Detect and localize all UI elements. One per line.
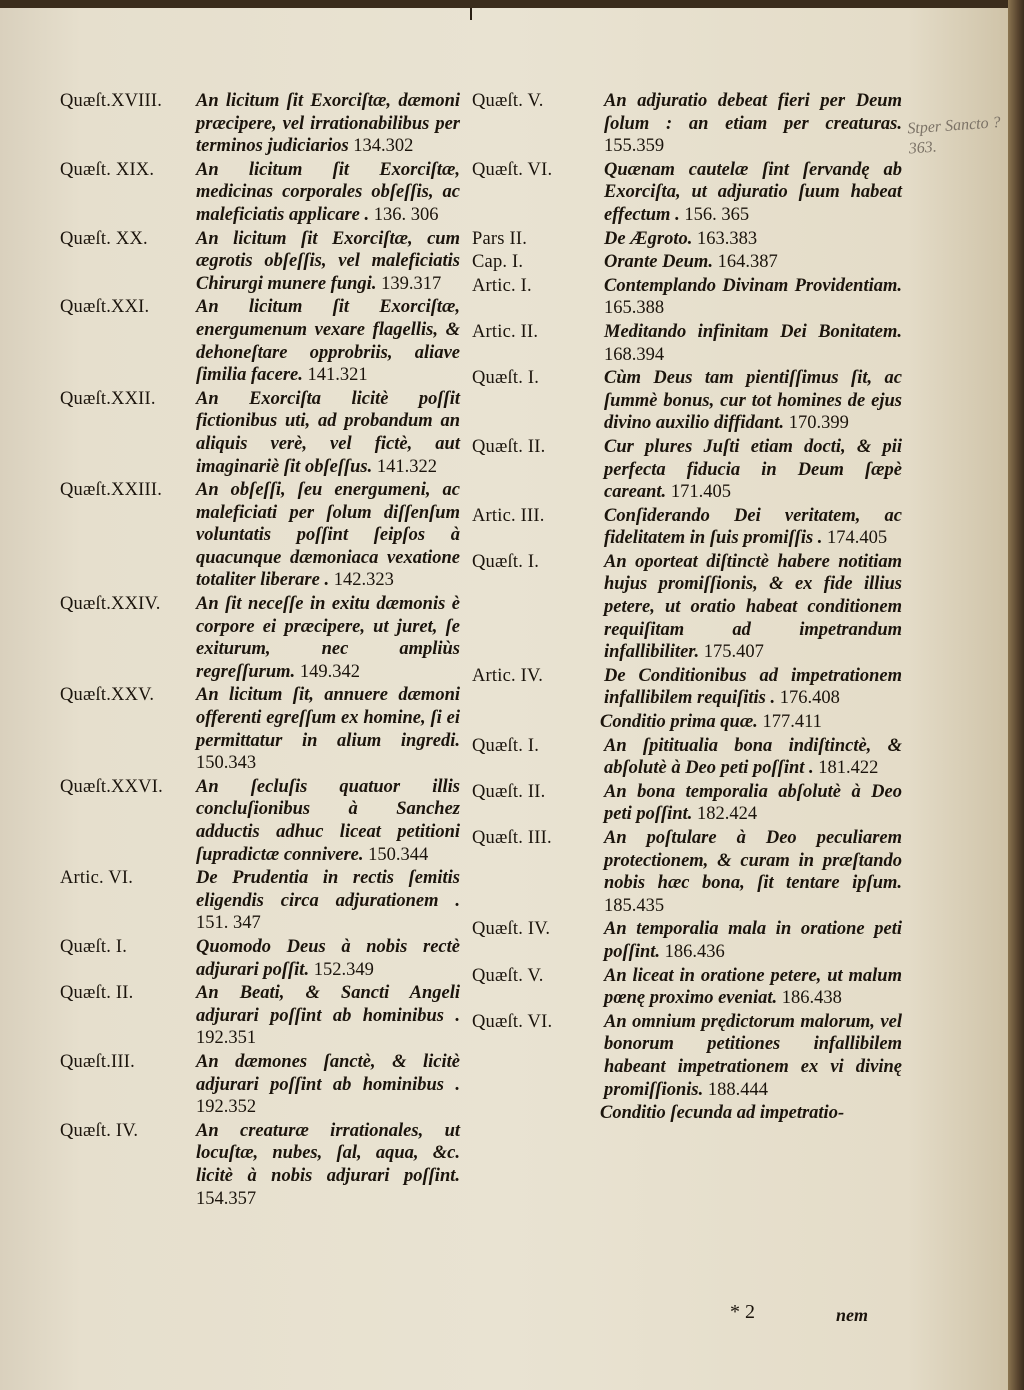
entry-page: 151. 347: [196, 913, 261, 934]
entry-label: Artic. III.: [472, 505, 545, 526]
entry-title: An oporteat diſtinctè habere notitiam hujus promiſſionis, & ex fide illius petere, ut oratio habeat conditionem requiſitam ad impetrandum infallibiliter.: [604, 551, 902, 663]
entry-body: [604, 228, 902, 251]
book-page: [0, 8, 1008, 1390]
index-entry: [60, 90, 460, 158]
entry-title: Quænam cautelæ ſint ſervandę ab Exorciſta, ut adjuratio ſuum habeat effectum .: [604, 159, 902, 225]
index-column-left: [60, 90, 460, 1211]
index-entry: [472, 275, 902, 320]
entry-page: 168.394: [604, 344, 665, 365]
entry-title: An ſecluſis quatuor illis concluſionibus à Sanchez adductis adhuc liceat petitioni ſupradictæ connivere.: [196, 776, 460, 865]
entry-label: Pars II.: [472, 228, 528, 249]
entry-page: 170.399: [788, 413, 849, 434]
entry-label: Quæſt. I.: [472, 551, 540, 572]
entry-body: [196, 228, 460, 296]
entry-body: [604, 965, 902, 1010]
entry-page: 149.342: [299, 661, 360, 682]
entry-title: An Beati, & Sancti Angeli adjurari poſſint ab hominibus .: [196, 983, 460, 1026]
entry-page: 142.323: [333, 570, 394, 591]
continuation-line: Conditio ſecunda ad impetratio-: [600, 1103, 845, 1124]
index-entry: [472, 367, 902, 435]
index-entry: [472, 735, 902, 780]
index-entry: [60, 684, 460, 774]
index-entry: [472, 665, 902, 710]
entry-title: An Exorciſta licitè poſſit fictionibus uti, ad probandum an aliquis verè, vel fictè, aut imaginariè ſit obſeſſus.: [196, 388, 460, 477]
page-edge-shadow: [1008, 0, 1024, 1390]
entry-body: [196, 684, 460, 774]
entry-label: Quæſt. II.: [472, 781, 546, 802]
entry-label: Artic. I.: [472, 275, 532, 296]
index-entry: [60, 867, 460, 935]
entry-page: 164.387: [717, 252, 778, 273]
entry-body: [604, 90, 902, 158]
entry-body: [196, 936, 460, 981]
entry-body: [604, 1011, 902, 1101]
entry-label: Quæſt. II.: [60, 983, 134, 1004]
entry-label: Quæſt.III.: [60, 1051, 135, 1072]
entry-label: Quæſt. III.: [472, 828, 552, 848]
index-entry: [60, 159, 460, 227]
entry-body: [604, 321, 902, 366]
index-entry: [472, 159, 902, 227]
index-entry: [472, 321, 902, 366]
entry-title: An licitum ſit Exorciſtæ, medicinas corporales obſeſſis, ac maleficiatis applicare .: [196, 159, 460, 225]
entry-page: 154.357: [196, 1188, 257, 1209]
entry-title: De Conditionibus ad impetrationem infallibilem requiſitis .: [604, 665, 902, 709]
entry-page: 156. 365: [684, 204, 750, 225]
entry-body: [196, 388, 460, 478]
entry-page: 192.351: [196, 1028, 257, 1049]
entry-label: Quæſt.XXIII.: [60, 480, 163, 501]
entry-label: Quæſt. II.: [472, 436, 546, 457]
index-entry: [472, 228, 902, 251]
entry-label: Quæſt. V.: [472, 91, 544, 111]
index-entry: [472, 965, 902, 1010]
entry-label: Quæſt. I.: [472, 368, 540, 389]
entry-title: An temporalia mala in oratione peti poſſint.: [604, 919, 902, 962]
index-entry: [60, 228, 460, 296]
entry-body: [604, 436, 902, 504]
index-entry: [472, 781, 902, 826]
index-entry: [60, 776, 460, 866]
entry-title: An licitum ſit, annuere dæmoni offerenti egreſſum ex homine, ſi ei permittatur in alium ingredi.: [196, 685, 460, 751]
catchword: nem: [836, 1305, 869, 1325]
entry-title: De Ægroto.: [604, 228, 693, 249]
entry-body: [604, 251, 902, 274]
entry-label: Artic. IV.: [472, 665, 544, 686]
entry-page: 141.321: [307, 365, 368, 386]
index-entry: [60, 593, 460, 683]
index-entry: [472, 436, 902, 504]
entry-label: Quæſt. XIX.: [60, 159, 155, 180]
entry-title: Conditio prima quæ.: [600, 712, 758, 733]
entry-title: Orante Deum.: [604, 252, 713, 273]
entry-label: Quæſt. XX.: [60, 228, 148, 249]
entry-page: 150.343: [196, 753, 257, 774]
entry-title: Quomodo Deus à nobis rectè adjurari poſſit.: [196, 936, 460, 980]
entry-page: 181.422: [818, 758, 879, 779]
index-entry: [472, 827, 902, 917]
entry-page: 192.352: [196, 1097, 257, 1118]
entry-label: Artic. VI.: [60, 868, 134, 889]
entry-page: 186.436: [664, 941, 725, 962]
entry-label: Artic. II.: [472, 321, 539, 342]
gutter-mark: [470, 8, 472, 20]
index-entry: [472, 1011, 902, 1101]
index-column-right: [472, 90, 902, 1126]
entry-label: Quæſt. V.: [472, 965, 544, 986]
handwritten-marginal-note: Stper Sancto ? 363.: [906, 114, 1002, 158]
entry-body: [604, 781, 902, 826]
signature-mark: * 2: [730, 1301, 755, 1323]
entry-page: 165.388: [604, 298, 665, 319]
entry-page: 136. 306: [373, 204, 439, 225]
index-entry: [472, 551, 902, 664]
entry-body: [604, 159, 902, 227]
entry-label: Quæſt.XXI.: [60, 297, 150, 318]
entry-title: An licitum ſit Exorciſtæ, dæmoni præcipere, vel irrationabilibus per terminos judiciarios: [196, 91, 460, 157]
entry-page: 155.359: [604, 136, 665, 157]
index-entry: [60, 388, 460, 478]
index-entry: [472, 918, 902, 963]
entry-body: [604, 275, 902, 320]
entry-page: 177.411: [762, 712, 822, 733]
index-entry: [60, 1051, 460, 1119]
entry-title: An adjuratio debeat fieri per Deum ſolum : an etiam per creaturas.: [604, 91, 902, 134]
entry-page: 152.349: [313, 959, 374, 980]
entry-title: An licitum ſit Exorciſtæ, energumenum vexare flagellis, & dehoneſtare opprobriis, aliave ſimilia facere.: [196, 297, 460, 386]
entry-body: [196, 1051, 460, 1119]
entry-title: De Prudentia in rectis ſemitis eligendis circa adjurationem .: [196, 868, 460, 911]
entry-label: Quæſt. IV.: [472, 919, 551, 940]
entry-page: 139.317: [381, 273, 442, 294]
entry-body: [196, 593, 460, 683]
entry-body: [196, 296, 460, 386]
entry-page: 141.322: [376, 456, 438, 477]
entry-title: Meditando infinitam Dei Bonitatem.: [604, 321, 902, 342]
entry-page: 188.444: [707, 1079, 768, 1100]
entry-title: An obſeſſi, ſeu energumeni, ac maleficiati per ſolum diſſenſum voluntatis poſſint ſeipſos à quacunque dæmoniaca vexatione totaliter liberare .: [196, 480, 460, 591]
entry-body: [196, 982, 460, 1050]
entry-title: An omnium prędictorum malorum, vel bonorum petitiones infallibilem habeant impetrationem ex vi divinę promiſſionis.: [604, 1011, 902, 1100]
entry-label: Quæſt. IV.: [60, 1120, 139, 1141]
entry-body: [604, 827, 902, 917]
index-entry: [60, 296, 460, 386]
entry-page: 175.407: [703, 642, 764, 663]
entry-body: [196, 1120, 460, 1210]
entry-body: [196, 867, 460, 935]
entry-page: 134.302: [353, 136, 414, 157]
index-entry: [60, 936, 460, 981]
entry-body: [196, 776, 460, 866]
entry-body: [604, 551, 902, 664]
entry-page: 185.435: [604, 895, 665, 916]
entry-title: An ſpititualia bona indiſtinctè, & abſolutè à Deo peti poſſint .: [604, 735, 902, 779]
entry-page: 163.383: [697, 228, 758, 249]
index-entry: [472, 251, 902, 274]
entry-title: Cùm Deus tam pientiſſimus ſit, ac ſummè bonus, cur tot homines de ejus divino auxilio diffidant.: [604, 368, 902, 434]
entry-page: 171.405: [670, 482, 731, 503]
entry-title: An liceat in oratione petere, ut malum pœnę proximo eveniat.: [604, 965, 902, 1009]
entry-body: [196, 159, 460, 227]
index-entry: [60, 1120, 460, 1210]
index-subentry: [472, 711, 902, 734]
entry-page: 174.405: [827, 528, 888, 549]
entry-label: Quæſt.XXIV.: [60, 594, 161, 615]
entry-page: 176.408: [779, 688, 840, 709]
entry-page: 182.424: [697, 804, 758, 825]
entry-title: An dæmones ſanctè, & licitè adjurari poſſint ab hominibus .: [196, 1051, 460, 1095]
entry-title: An poſtulare à Deo peculiarem protectionem, & curam in præſtando nobis hæc bona, ſit tentare ipſum.: [604, 828, 902, 894]
entry-title: An bona temporalia abſolutè à Deo peti poſſint.: [604, 781, 902, 825]
entry-body: [604, 665, 902, 710]
entry-body: [604, 367, 902, 435]
entry-title: Cur plures Juſti etiam docti, & pii perfecta fiducia in Deum ſæpè careant.: [604, 436, 902, 503]
entry-title: An licitum ſit Exorciſtæ, cum ægrotis obſeſſis, vel maleficiatis Chirurgi munere fungi.: [196, 228, 460, 294]
entry-body: [604, 918, 902, 963]
entry-title: Conſiderando Dei veritatem, ac fidelitatem in ſuis promiſſis .: [604, 505, 902, 549]
entry-label: Quæſt.XXV.: [60, 685, 155, 706]
entry-title: An creaturæ irrationales, ut locuſtæ, nubes, ſal, aqua, &c. licitè à nobis adjurari poſſint.: [196, 1120, 460, 1186]
entry-title: Contemplando Divinam Providentiam.: [604, 275, 902, 296]
entry-label: Quæſt.XXVI.: [60, 776, 163, 797]
entry-label: Quæſt. I.: [472, 735, 540, 756]
entry-label: Quæſt. VI.: [472, 159, 553, 180]
entry-label: Cap. I.: [472, 252, 524, 273]
entry-label: Quæſt.XVIII.: [60, 91, 163, 111]
entry-body: [604, 735, 902, 780]
entry-page: 186.438: [781, 988, 842, 1009]
entry-page: 150.344: [368, 844, 429, 865]
entry-label: Quæſt. VI.: [472, 1011, 553, 1032]
entry-label: Quæſt. I.: [60, 936, 128, 957]
entry-body: [196, 90, 460, 158]
entry-title: An ſit neceſſe in exitu dæmonis è corpore ei præcipere, ut juret, ſe exiturum, nec ampliùs regreſſurum.: [196, 594, 460, 682]
entry-body: [604, 505, 902, 550]
index-entry: [60, 479, 460, 592]
index-entry: [472, 90, 902, 158]
index-entry: [60, 982, 460, 1050]
entry-label: Quæſt.XXII.: [60, 388, 156, 409]
entry-body: [196, 479, 460, 592]
index-entry: [472, 505, 902, 550]
